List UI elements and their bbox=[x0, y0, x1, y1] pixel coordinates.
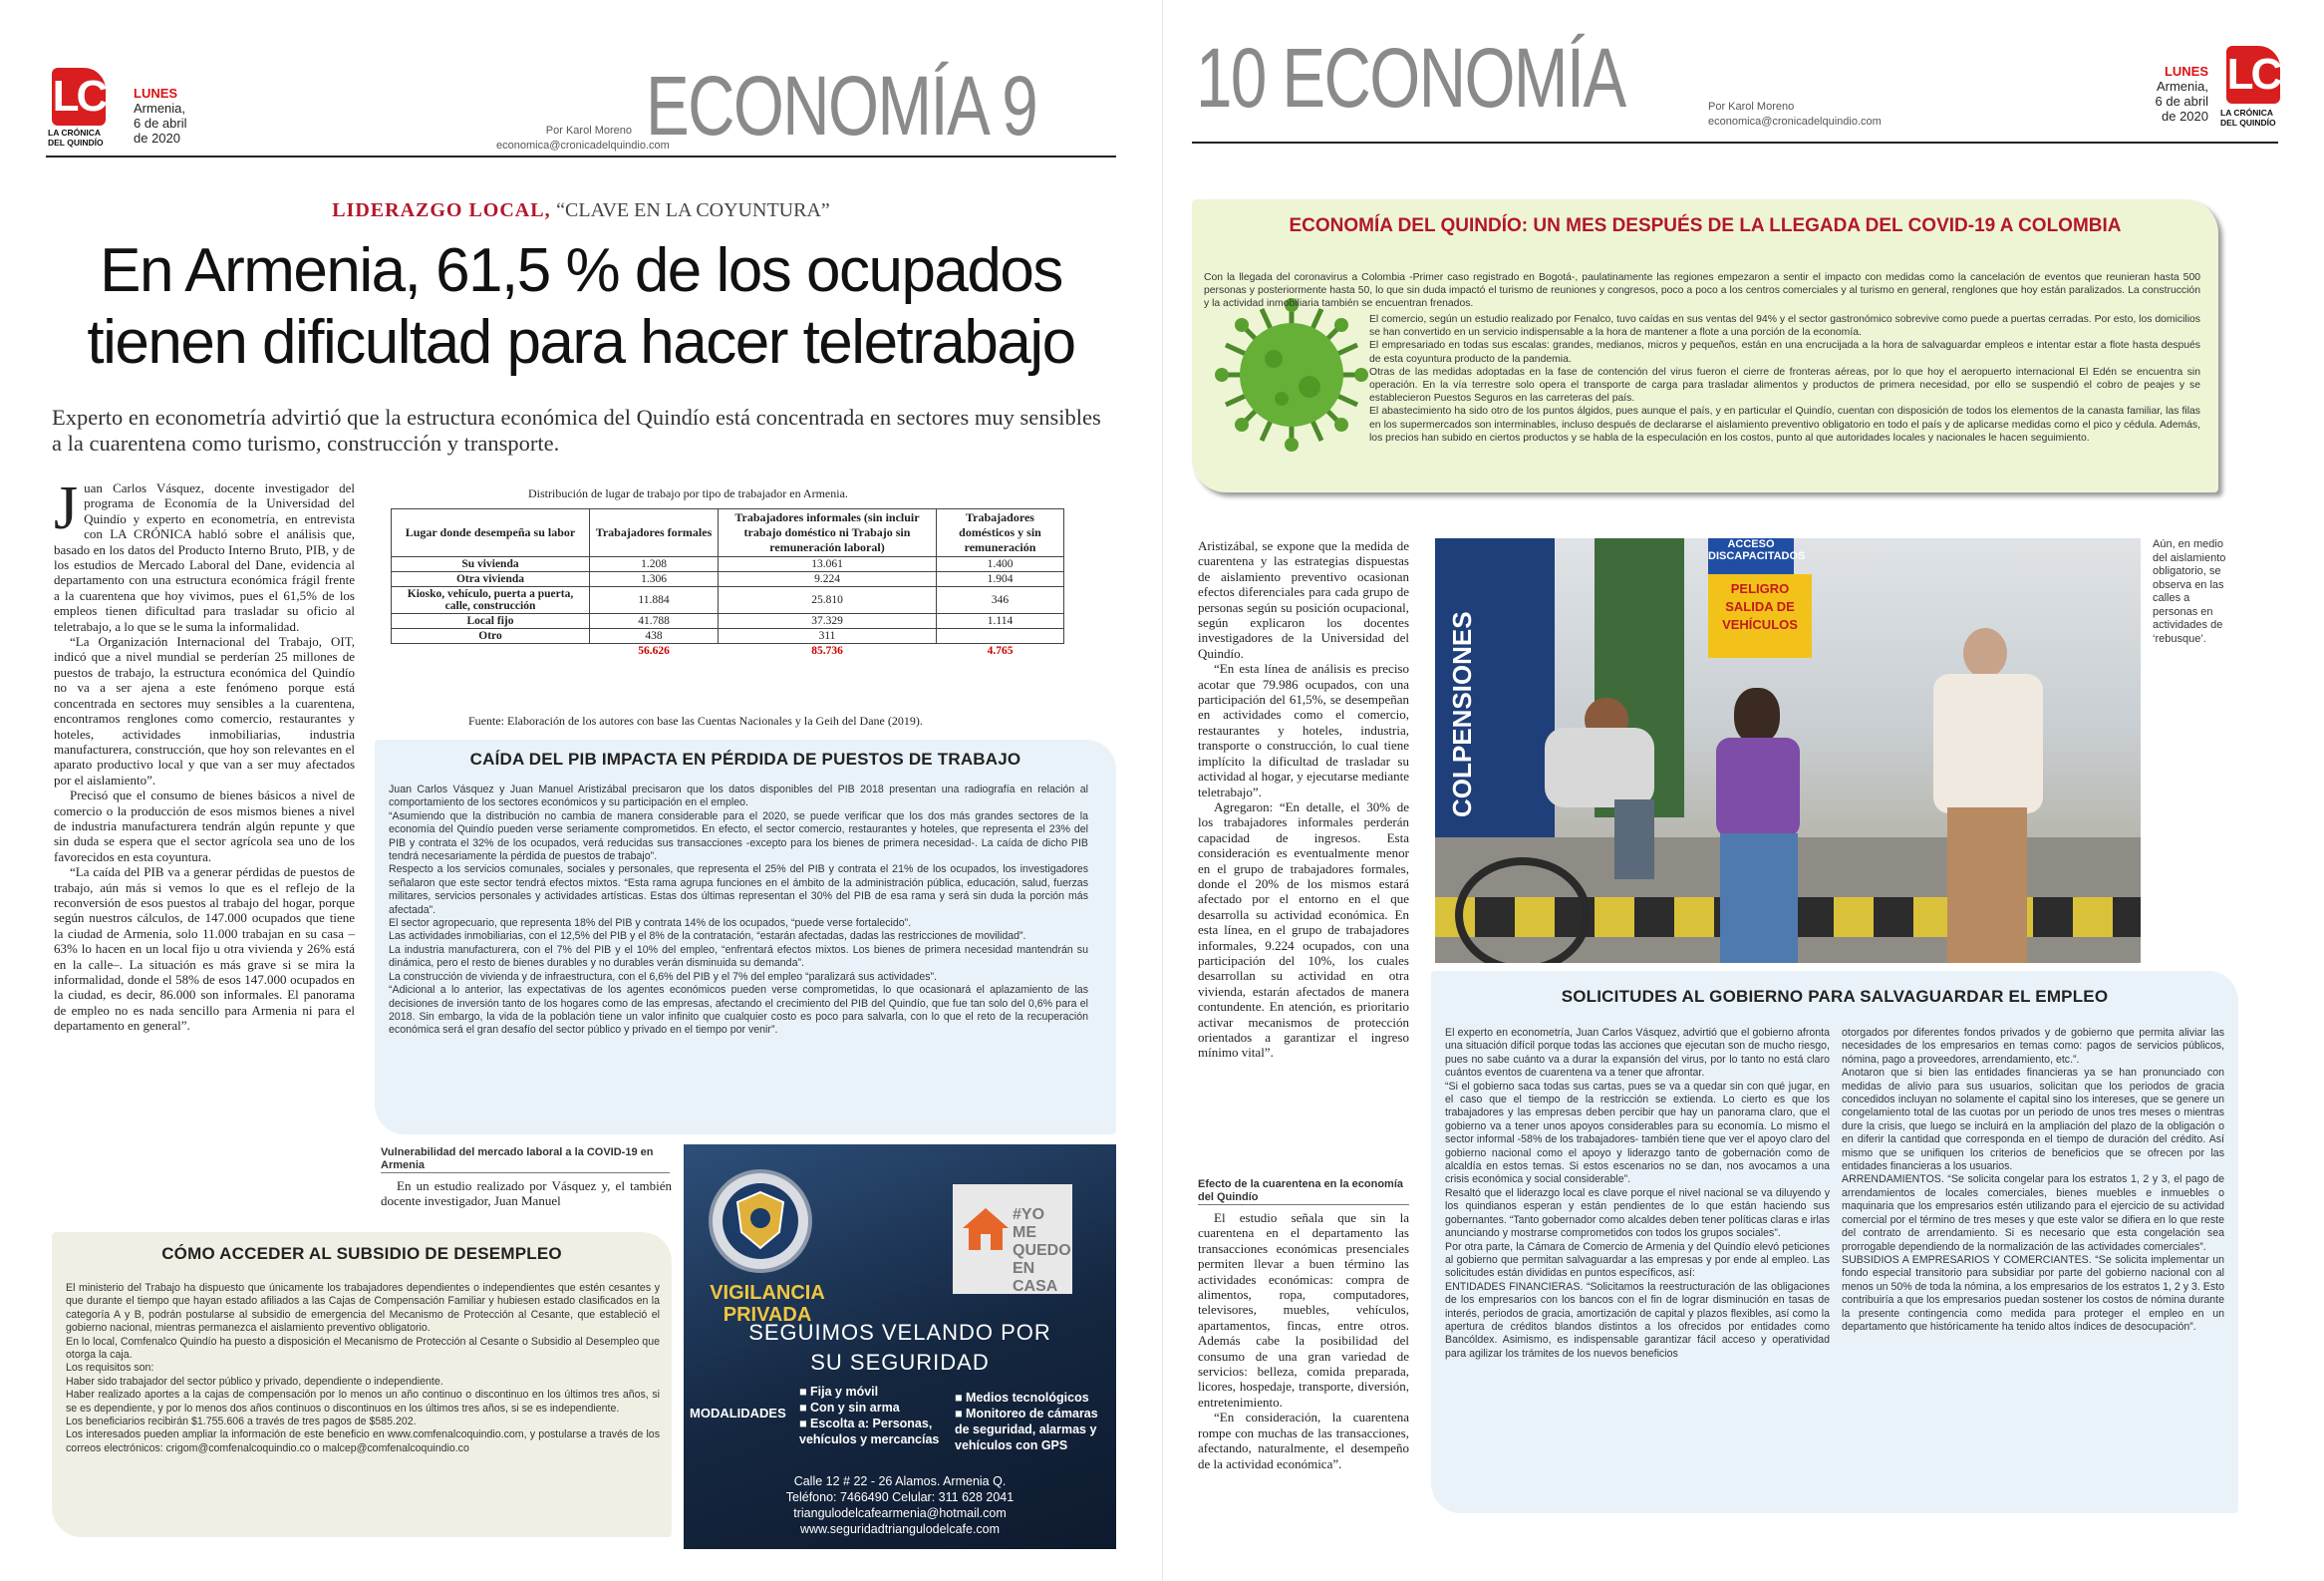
ad-contact bbox=[684, 1473, 1116, 1537]
body-paragraph: Agregaron: “En detalle, el 30% de los trabajadores informales perderán capacidad de ingresos. Esta consideración es eventualmente menor en el grupo de trabajadores formales, donde el 20% de los mismos estará afectado por el entorno en el que desarrolla su actividad económica. En esta línea, en el grupo de trabajadores informales, 9.224 ocupados, con una participación del 10%, los cuales desarrollan su actividad en otra vivienda, estarán afectados de manera contundente. En atención, es prioritario activar mecanismos de protección orientados a garantizar el ingreso mínimo vital”. bbox=[1198, 798, 1409, 1061]
table-cell: Su vivienda bbox=[392, 557, 590, 572]
table-cell: 11.884 bbox=[590, 587, 719, 614]
body-column-right bbox=[1198, 538, 1409, 1061]
covid-box-text bbox=[1369, 313, 2200, 445]
table-header: Trabajadores domésticos y sin remuneración bbox=[937, 509, 1064, 557]
ad-item: ■ Monitoreo de cámaras de seguridad, alarmas y vehículos con GPS bbox=[955, 1407, 1098, 1452]
covid-box-title: ECONOMÍA DEL QUINDÍO: UN MES DESPUÉS DE LA LLEGADA DEL COVID-19 A COLOMBIA bbox=[1289, 215, 2122, 236]
deck: Experto en econometría advirtió que la estructura económica del Quindío está concentrada en sectores muy sensibles a la cuarentena como turismo, construcción y transporte. bbox=[52, 405, 1101, 456]
photo-person-3-head bbox=[1963, 628, 2007, 678]
dropcap: J bbox=[54, 474, 79, 542]
photo-sign-danger: PELIGRO SALIDA DE VEHÍCULOS bbox=[1708, 574, 1812, 658]
lc-logo-icon: LC bbox=[2226, 46, 2280, 104]
photo-person-1-body bbox=[1545, 728, 1654, 807]
gobierno-paragraph: SUBSIDIOS A EMPRESARIOS Y COMERCIANTES. “Se solicita implementar un fondo especial transitorio para subsidiar por parte del gobierno nacional con al menos un 50% de toda la nómina, a los empresarios de los estratos 1, 2 y 3. Esto contribuiría a que los empresarios puedan sostener los costos de nómina durante la presente contingencia como medida para proteger el empleo en un departamento que históricamente ha tenido altos índices de desocupación”. bbox=[1842, 1253, 2224, 1333]
headline bbox=[40, 235, 1122, 379]
ad-item: ■ Fija y móvil bbox=[799, 1385, 879, 1399]
table-cell: 37.329 bbox=[719, 614, 937, 629]
gobierno-paragraph: El experto en econometría, Juan Carlos Vásquez, advirtió que el gobierno afronta una situación difícil porque todas las acciones que ejecutan son de mucho riesgo, pues no sabe cuánto va a durar la expansión del virus, por lo tanto no está claro cuántos eventos de cuarentena va a tener que afrontar. bbox=[1445, 1027, 1830, 1080]
pib-paragraph: Juan Carlos Vásquez y Juan Manuel Aristizábal precisaron que los datos disponibles del PIB 2018 presentan una radiografía en relación al comportamiento de los sectores económicos y su participación en el empleo. bbox=[389, 784, 1088, 809]
table-cell: 346 bbox=[937, 587, 1064, 614]
body-paragraph: El estudio señala que sin la cuarentena en el departamento las transacciones económicas presenciales permiten llevar a buen término las actividades económicas: compra de alimentos, ropa, computadores, televisores, muebles, vehículos, apartamentos, fincas, entre otros. Además cabe la posibilidad del consumo de una gran variedad de servicios: belleza, comida preparada, licores, hospedaje, transporte, diversión, entretenimiento. bbox=[1198, 1210, 1409, 1410]
coronavirus-icon bbox=[1212, 295, 1371, 455]
pib-paragraph: Respecto a los servicios comunales, sociales y personales, que representa el 25% del PIB y contrata el 21% de los ocupados, los investigadores señalaron que este sector tendrá efectos mixtos. “Esta rama agrupa funciones en el ámbito de la administración pública, educación, salud, fuerzas militares, servicios personales y actividades artísticas. Estas dos últimas representan el 30% del PIB de esa rama y será sin duda la porción más afectada”. bbox=[389, 863, 1088, 916]
table-cell bbox=[392, 644, 590, 659]
table-header: Trabajadores informales (sin incluir trabajo doméstico ni Trabajo sin remuneración laboral) bbox=[719, 509, 937, 557]
gobierno-box-title: SOLICITUDES AL GOBIERNO PARA SALVAGUARDAR EL EMPLEO bbox=[1561, 987, 2109, 1006]
covid-line: Otras de las medidas adoptadas en la fase de contención del virus fueron el cierre de fronteras aéreas, por lo que hoy el aeropuerto internacional El Edén se encuentra sin operación. En la vía terrestre solo opera el transporte de carga para trasladar alimentos y productos de primera necesidad, por ello se suspendió el cobro de peajes y se establecieron Puestos Seguros en las carreteras del país. bbox=[1369, 366, 2200, 405]
byline bbox=[1708, 100, 1882, 130]
page-gutter bbox=[1162, 0, 1163, 1581]
body-paragraph: En un estudio realizado por Vásquez y, el también docente investigador, Juan Manuel bbox=[381, 1178, 672, 1209]
ad-address: Calle 12 # 22 - 26 Alamos. Armenia Q. bbox=[793, 1474, 1007, 1488]
table-cell: Otra vivienda bbox=[392, 572, 590, 587]
kicker bbox=[0, 199, 1162, 222]
date-date: 6 de abril bbox=[2155, 94, 2208, 109]
date-year: de 2020 bbox=[2162, 109, 2208, 124]
byline-email[interactable]: economica@cronicadelquindio.com bbox=[496, 140, 670, 152]
table-cell: 9.224 bbox=[719, 572, 937, 587]
pib-box-title: CAÍDA DEL PIB IMPACTA EN PÉRDIDA DE PUESTOS DE TRABAJO bbox=[469, 750, 1021, 769]
photo-person-3-legs bbox=[1947, 807, 2027, 963]
headline-line-1: En Armenia, 61,5 % de los ocupados bbox=[100, 236, 1062, 305]
table-header: Lugar donde desempeña su labor bbox=[392, 509, 590, 557]
ad-slogan-2: SU SEGURIDAD bbox=[810, 1350, 990, 1375]
ad-house-panel bbox=[953, 1184, 1072, 1294]
pib-paragraph: El sector agropecuario, que representa 18% del PIB y contrata 14% de los ocupados, “puede verse fortalecido”. bbox=[389, 917, 912, 930]
date-block bbox=[134, 86, 186, 146]
subsidio-line: El ministerio del Trabajo ha dispuesto que únicamente los trabajadores dependientes o independientes que estén cesantes y que durante el tiempo que hayan estado afiliados a las Cajas de Compensación Familiar y hubiesen estado clasificados en la categoría A y B, podrán postularse al subsidio de emergencia del Mecanismo de Protección al Cesante, que estableció el gobierno nacional, mientras permanezca el aislamiento preventivo obligatorio. bbox=[66, 1282, 660, 1335]
logo-subtitle: LA CRÓNICA DEL QUINDÍO bbox=[48, 128, 104, 148]
gobierno-col-1 bbox=[1445, 1027, 1830, 1361]
date-day: LUNES bbox=[2164, 64, 2208, 79]
table-cell: 311 bbox=[719, 629, 937, 644]
section-title: 10 ECONOMÍA bbox=[1196, 31, 1625, 125]
table-cell: Otro bbox=[392, 629, 590, 644]
photo-caption: Aún, en medio del aislamiento obligatorio, se observa en las calles a personas en actividades de ‘rebusque’. bbox=[2153, 538, 2226, 645]
covid-box-intro: Con la llegada del coronavirus a Colombia -Primer caso registrado en Bogotá-, paulatinamente las regiones empezaron a sentir el impacto con medidas como la cancelación de eventos que reunieran hasta 500 personas y posteriormente hasta 50, lo que sin duda impactó el turismo de reuniones y congresos, poco a poco a los centros comerciales y al turismo en general, renglones que hoy están paralizados. La construcción y la actividad inmobiliaria también se encuentran frenados. bbox=[1204, 272, 2200, 310]
ad-email[interactable]: triangulodelcafearmenia@hotmail.com bbox=[793, 1506, 1007, 1520]
body-paragraph: “En esta línea de análisis es preciso acotar que 79.986 ocupados, con una participación del 61,5%, se desempeñan en actividades como el comercio, restaurantes y hoteles, industria, transporte o construcción, lo cual tiene implícito la dificultad de trasladar su actividad al hogar, y ejecutarse mediante teletrabajo”. bbox=[1198, 661, 1409, 799]
date-year: de 2020 bbox=[134, 131, 180, 146]
gobierno-paragraph: “Si el gobierno saca todas sus cartas, pues se va a quedar sin con qué jugar, en el caso que el tiempo de la restricción se extienda. Lo cierto es que los trabajadores y las empresas deben percibir que hay un panorama claro, que el gobierno va a tener unos apoyos considerables para su economía. Lo mismo el sector informal -58% de los trabajadores- también tiene que ver el apoyo claro del gobierno nacional como el apoyo y liderazgo tanto de gobernación como de alcaldía en estos temas. Si estos escenarios no se dan, nos avocamos a una crisis económica y social considerable”. bbox=[1445, 1080, 1830, 1186]
street-photo bbox=[1435, 538, 2141, 963]
table-row bbox=[392, 614, 1064, 629]
table-header-row bbox=[392, 509, 1064, 557]
table-cell: 1.114 bbox=[937, 614, 1064, 629]
covid-line: El comercio, según un estudio realizado por Fenalco, tuvo caídas en sus ventas del 94% y el sector gastronómico sobrevive como puede a puertas cerradas. Por esto, los domicilios se han convertido en un servicio indispensable a la hora de mantener a flote a una porción de la economía. bbox=[1369, 314, 2200, 339]
subsidio-line: En lo local, Comfenalco Quindío ha puesto a disposición el Mecanismo de Protección al Cesante o Subsidio al Desempleo que otorga la caja. bbox=[66, 1335, 660, 1362]
table-row bbox=[392, 587, 1064, 614]
pib-paragraph: La construcción de vivienda y de infraestructura, con el 6,6% del PIB y el 7% del empleo “paralizará sus actividades”. bbox=[389, 970, 937, 983]
pib-paragraph: Las actividades inmobiliarias, con el 12,5% del PIB y el 8% de la contratación, “estarán afectadas, dadas las restricciones de movilidad”. bbox=[389, 930, 1026, 943]
pib-box-text bbox=[389, 784, 1088, 1038]
table-cell: 1.400 bbox=[937, 557, 1064, 572]
body-paragraph: Aristizábal, se expone que la medida de cuarentena y las estrategias dispuestas de aislamiento preventivo ocasionan efectos diferenciales para cada grupo de personas según su posición ocupacional, según explicaron los docentes investigadores de la Universidad del Quindío. bbox=[1198, 538, 1409, 661]
table-header: Trabajadores formales bbox=[590, 509, 719, 557]
pib-paragraph: La industria manufacturera, con el 7% del PIB y el 10% del empleo, “enfrentará efectos mixtos. Los bienes de primera necesidad mantendrán su dinámica, pero el resto de bienes durables y no durables verán disminuida su demanda”. bbox=[389, 943, 1088, 970]
ad-items-left bbox=[799, 1384, 949, 1447]
table-total: 4.765 bbox=[987, 645, 1014, 657]
table-cell: 438 bbox=[590, 629, 719, 644]
body-paragraph: “En consideración, la cuarentena rompe con muchas de las transacciones, afectando, naturalmente, el desempeño de la actividad económica”. bbox=[1198, 1410, 1409, 1471]
subsidio-line: Los interesados pueden ampliar la información de este beneficio en www.comfenalcoquindio.com, y postularse a través de los correos electrónicos: crigom@comfenalcoquindio.co o malcep@comfenalcoquindio.co bbox=[66, 1428, 660, 1454]
ad-items-right bbox=[955, 1390, 1108, 1453]
photo-person-1-legs bbox=[1614, 799, 1654, 879]
table-cell: 1.208 bbox=[590, 557, 719, 572]
security-ad[interactable] bbox=[684, 1144, 1116, 1549]
ad-modalidades: MODALIDADES bbox=[690, 1406, 786, 1421]
covid-line: El abastecimiento ha sido otro de los puntos álgidos, pues aunque el país, y en particular el Quindío, cuentan con disposición de todos los elementos de la canasta familiar, las filas en los supermercados son interminables, incluso después de declararse el aislamiento preventivo obligatorio en todo el país y de aplicarse medidas como el pico y cédula. Además, los precios han subido en ciertos productos y se habla de la especulación en los costos, punto al que autoridades locales y nacionales le hacen seguimiento. bbox=[1369, 406, 2200, 444]
table-total: 56.626 bbox=[638, 645, 670, 657]
gobierno-paragraph: ARRENDAMIENTOS. “Se solicita congelar para los estratos 1, 2 y 3, el pago de arrendamientos de locales comerciales, bienes muebles e inmuebles o maquinaria que los empresarios estén utilizando para el ejercicio de su actividad comercial por el término de tres meses y que este valor se difiera en lo que reste del contrato de arrendamiento. Si es necesario que esta congelación sea prorrogable dependiendo de la normalización de las actividades comerciales”. bbox=[1842, 1173, 2224, 1253]
lc-logo-icon: LC bbox=[52, 68, 106, 126]
ad-brand: VIGILANCIA PRIVADA bbox=[710, 1282, 825, 1326]
body-column-left bbox=[54, 474, 355, 1034]
date-city: Armenia, bbox=[134, 101, 186, 116]
table-row bbox=[392, 557, 1064, 572]
table-caption: Distribución de lugar de trabajo por tipo de trabajador en Armenia. bbox=[528, 486, 848, 500]
shield-emblem-icon bbox=[706, 1166, 815, 1276]
gobierno-col-2 bbox=[1842, 1027, 2224, 1334]
section-title: ECONOMÍA 9 bbox=[646, 59, 1037, 153]
covid-line: El empresariado en todas sus escalas: grandes, medianos, micros y pequeños, están en una encrucijada a la hora de salvaguardar empleos e intentar estar a flote hasta después de esta coyuntura producto de la pandemia. bbox=[1369, 340, 2200, 365]
table-row bbox=[392, 572, 1064, 587]
table-cell: 25.810 bbox=[719, 587, 937, 614]
photo-sign-access: ACCESO DISCAPACITADOS bbox=[1708, 538, 1794, 598]
photo-person-2-body bbox=[1716, 738, 1800, 837]
subsidio-box-title: CÓMO ACCEDER AL SUBSIDIO DE DESEMPLEO bbox=[161, 1244, 562, 1263]
subsidio-box-text bbox=[66, 1282, 660, 1455]
table-cell: 1.306 bbox=[590, 572, 719, 587]
table-source-note: Fuente: Elaboración de los autores con base las Cuentas Nacionales y la Geih del Dane (2019). bbox=[468, 714, 923, 728]
ad-phones[interactable]: Teléfono: 7466490 Celular: 311 628 2041 bbox=[785, 1490, 1015, 1504]
date-city: Armenia, bbox=[2156, 79, 2208, 94]
byline bbox=[496, 124, 670, 154]
gobierno-paragraph: ENTIDADES FINANCIERAS. “Solicitamos la reestructuración de las obligaciones de los empresarios con los bancos con el fin de lograr disminución en tasas de interés, periodos de gracia, amortización de capital y plazos flexibles, así como la apertura de créditos blandos distintos a los ofrecidos por entidades como Bancóldex. Asimismo, es indispensable garantizar fácil acceso y operatividad para agilizar los trámites de los nuevos beneficios bbox=[1445, 1280, 1830, 1360]
quarantine-subhead: Efecto de la cuarentena en la economía del Quindío bbox=[1198, 1178, 1409, 1205]
date-day: LUNES bbox=[134, 86, 178, 101]
table-cell: 1.904 bbox=[937, 572, 1064, 587]
vulnerability-subhead: Vulnerabilidad del mercado laboral a la COVID-19 en Armenia bbox=[381, 1146, 670, 1173]
table-cell: Local fijo bbox=[392, 614, 590, 629]
data-table bbox=[391, 508, 1064, 658]
house-icon bbox=[959, 1202, 1013, 1256]
body-paragraph: uan Carlos Vásquez, docente investigador del programa de Economía de la Universidad del Quindío y experto en econometría, en entrevista con LA CRÓNICA habló sobre el análisis que, basado en los datos del Producto Interno Bruto, PIB, y de los estudios de Mercado Laboral del Dane, evidencia al departamento con una estructura económica frágil frente a la cuarentena que hoy vivimos, pues el 61,5% de los empleos tienen dificultad para trasladar su oficio al teletrabajo, a lo que se le suma la informalidad. bbox=[54, 480, 355, 634]
kicker-red: LIDERAZGO LOCAL, bbox=[332, 199, 551, 221]
gobierno-paragraph: Anotaron que si bien las entidades financieras ya se han pronunciado con medidas de alivio para sus usuarios, solicitan que los periodos de gracia concedidos incluyan no solamente el capital sino los intereses, que se genere un congelamiento total de las cuotas por un periodo de unos tres meses o mientras dure la crisis, que luego se incluirá en la ampliación del plazo de la obligación o en diferir la cantidad que corresponda en el tiempo de duración del crédito. Así mismo que se unifiquen los criterios de beneficios que se ofrecen por las entidades financieras a los usuarios. bbox=[1842, 1067, 2224, 1173]
table-total-row bbox=[392, 644, 1064, 659]
body-paragraph: “La Organización Internacional del Trabajo, OIT, indicó que a nivel mundial se perderían 25 millones de puestos de trabajo, la estructura económica del Quindío no va a ser ajena a este fenómeno porque está concentrada en sectores muy sensibles a la cuarentena, encontramos renglones como comercio, restaurantes y hoteles, actividades inmobiliarias, industria manufacturera, construcción, que hoy son relevantes en el aparato productivo local y que van a ser muy afectados por el aislamiento”. bbox=[54, 634, 355, 788]
subsidio-line: Haber sido trabajador del sector público y privado, dependiente o independiente. bbox=[66, 1375, 443, 1388]
table-row bbox=[392, 629, 1064, 644]
body-paragraph: Precisó que el consumo de bienes básicos a nivel de comercio o la producción de esos mismos bienes a nivel de industria manufacturera tendrán algún repunte y que sin duda se espera que el sector agrícola sea uno de los favorecidos en esta coyuntura. bbox=[54, 788, 355, 864]
ad-slogan-1: SEGUIMOS VELANDO POR bbox=[748, 1320, 1051, 1345]
subsidio-line: Los beneficiarios recibirán $1.755.606 a través de tres pagos de $585.202. bbox=[66, 1416, 417, 1428]
date-date: 6 de abril bbox=[134, 116, 187, 131]
gobierno-paragraph: Resaltó que el liderazgo local es clave porque el nivel nacional se va diluyendo y los quindianos esperan y están pendientes de lo que están haciendo sus gobernantes. “Tanto gobernador como alcaldes deben tener políticas claras e irlas anunciando y mostrarse comprometidos con todos los grupos sociales”. bbox=[1445, 1186, 1830, 1240]
ad-web[interactable]: www.seguridadtriangulodelcafe.com bbox=[799, 1522, 1001, 1536]
table-cell bbox=[937, 629, 1064, 644]
ad-hashtag: #YO ME QUEDO EN CASA bbox=[1013, 1206, 1071, 1295]
body-column-right-b bbox=[1198, 1210, 1409, 1471]
byline-author: Por Karol Moreno bbox=[545, 125, 632, 137]
headline-line-2: tienen dificultad para hacer teletrabajo bbox=[87, 308, 1075, 377]
ad-item: ■ Medios tecnológicos bbox=[955, 1391, 1089, 1405]
masthead-rule bbox=[46, 156, 1116, 158]
masthead-rule bbox=[1192, 142, 2278, 144]
photo-bicycle-wheel bbox=[1455, 857, 1591, 963]
date-block bbox=[2109, 64, 2208, 124]
ad-item: ■ Con y sin arma bbox=[799, 1401, 900, 1415]
byline-email[interactable]: economica@cronicadelquindio.com bbox=[1708, 116, 1882, 128]
byline-author: Por Karol Moreno bbox=[1708, 101, 1795, 113]
table-cell: Kiosko, vehículo, puerta a puerta, calle, construcción bbox=[392, 587, 590, 614]
pib-paragraph: “Asumiendo que la distribución no cambia de manera considerable para el 2020, se puede verificar que los dos más grandes sectores de la economía del Quindío pueden verse seriamente comprometidos. En efecto, el sector comercio, restaurantes y hoteles, que representa el 23% del PIB y contrata el 32% de los ocupados, verá reducidas sus transacciones -excepto para los bienes de primera necesidad-. La caída de dicho PIB tendrá necesariamente la pérdida de puestos de trabajo”. bbox=[389, 809, 1088, 863]
subsidio-line: Haber realizado aportes a la cajas de compensación por lo menos un año continuo o discontinuo en los últimos tres años, si se es dependiente, y por lo menos dos años continuos o discontinuos en los últimos tres años, si se es independiente. bbox=[66, 1389, 660, 1415]
logo-subtitle: LA CRÓNICA DEL QUINDÍO bbox=[2220, 108, 2276, 128]
photo-person-2-legs bbox=[1720, 833, 1798, 963]
body-paragraph: “La caída del PIB va a generar pérdidas de puestos de trabajo, aún más si vemos lo que es el reflejo de la reconversión de esos puestos al trabajo del hogar, porque según nuestros cálculos, de 147.000 ocupados que tiene la ciudad de Armenia, solo 11.000 trabajan en su casa –63% lo hacen en un local fijo u otra vivienda y 26% está en la calle–. La situación es más grave si se mira la informalidad, donde el 58% de esos 147.000 ocupados en la ciudad, es decir, 86.000 son informales. El panorama de empleo no es nada sencillo para Armenia ni para el departamento en general”. bbox=[54, 864, 355, 1034]
table-cell: 41.788 bbox=[590, 614, 719, 629]
kicker-grey: “CLAVE EN LA COYUNTURA” bbox=[556, 199, 830, 221]
table-cell: 13.061 bbox=[719, 557, 937, 572]
gobierno-paragraph: Por otra parte, la Cámara de Comercio de Armenia y del Quindío elevó peticiones al gobierno que permitan salvaguardar a las empresas y por ende al empleo. Las solicitudes están divididas en puntos específicos, así: bbox=[1445, 1240, 1830, 1280]
subsidio-line: Los requisitos son: bbox=[66, 1362, 154, 1375]
photo-person-3-body bbox=[1933, 674, 2043, 813]
photo-person-2-head bbox=[1734, 688, 1780, 744]
photo-sign-colpensiones: COLPENSIONES bbox=[1447, 611, 1477, 817]
ad-item: ■ Escolta a: Personas, vehículos y mercancías bbox=[799, 1417, 940, 1446]
gobierno-paragraph: otorgados por diferentes fondos privados y de gobierno que permita aliviar las necesidades de los empresarios en temas como: pagos de servicios públicos, nómina, pago a proveedores, arrendamiento, etc.”. bbox=[1842, 1027, 2224, 1066]
table-total: 85.736 bbox=[811, 645, 843, 657]
pib-paragraph: “Adicional a lo anterior, las expectativas de los agentes económicos pueden verse comprometidas, lo que ocasionará el aplazamiento de las decisiones de inversión tanto de los hogares como de las empresas, afectando el crecimiento del PIB del Quindío, que fue tan solo del 0,6% para el 2018. Sin embargo, la vida de la población tiene un valor infinito que cualquier costo es poco para salvarla, con lo que el reto de la recuperación económica será el gran desafío del sector público y privado en el tiempo por venir”. bbox=[389, 984, 1088, 1037]
vulnerability-text bbox=[381, 1178, 672, 1209]
